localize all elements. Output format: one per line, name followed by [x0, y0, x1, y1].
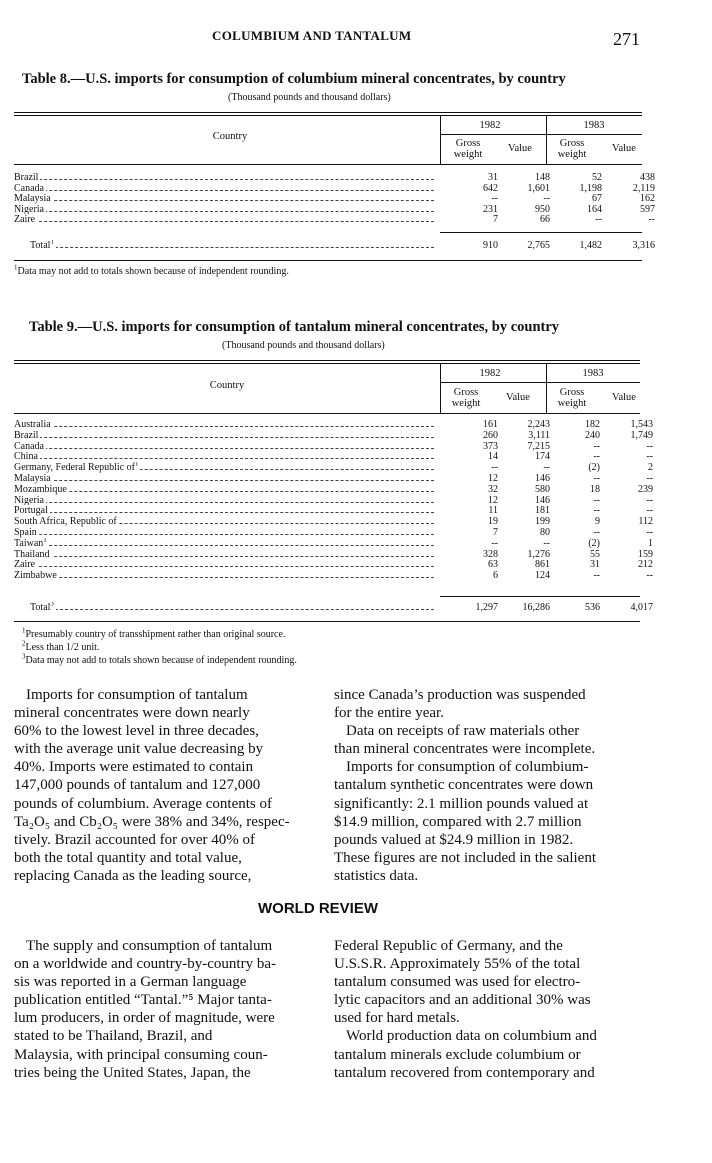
footnote-text: Data may not add to totals shown because of independent rounding. — [17, 266, 289, 277]
country-name: Brazil — [14, 429, 39, 441]
cell-v83: -- — [646, 440, 653, 452]
country-name: Australia — [14, 419, 51, 430]
cell-v83: -- — [646, 527, 653, 538]
table-8-title: Table 8.—U.S. imports for consumption of columbium mineral concentrates, by country — [22, 71, 566, 87]
cell-v83: 2 — [648, 462, 653, 474]
cell-g82: 12 — [488, 473, 498, 484]
text-line: with the average unit value decreasing by — [14, 741, 264, 758]
total-gross-1983: 1,482 — [579, 240, 602, 251]
text-line: for the entire year. — [334, 705, 444, 722]
cell-g83: 164 — [587, 203, 602, 215]
text-line: than mineral concentrates were incomplete. — [334, 741, 596, 758]
table-9-gross-1983: Gross weight — [557, 387, 587, 409]
table-9-col-divider — [546, 364, 547, 413]
total-value-1982: 16,286 — [522, 602, 550, 613]
cell-g82: -- — [491, 537, 498, 549]
country-name: Taiwan — [14, 537, 44, 549]
cell-g83: 18 — [590, 483, 600, 495]
text-line: The supply and consumption of tantalum — [26, 938, 273, 954]
table-row — [14, 214, 655, 226]
table-8-country-header: Country — [212, 131, 248, 142]
text-line: 40%. Imports were estimated to contain — [14, 759, 254, 776]
cell-v82: 146 — [535, 494, 550, 506]
text-line: tantalum minerals exclude columbium or — [334, 1046, 581, 1063]
text-line: Ta₂O₅ and Cb₂O₅ were 38% and 34%, respec- — [14, 813, 290, 830]
text-line: significantly: 2.1 million pounds valued at — [334, 795, 589, 812]
table-row — [14, 451, 653, 463]
cell-v83: -- — [646, 451, 653, 463]
cell-g83: (2) — [588, 537, 600, 549]
cell-g82: 328 — [483, 548, 498, 560]
table-row — [14, 182, 655, 194]
table-row — [14, 419, 653, 430]
table-9-value-1983: Value — [612, 392, 636, 403]
table-9-col-divider — [440, 364, 441, 413]
cell-g82: 7 — [493, 527, 498, 538]
cell-g82: 63 — [488, 559, 498, 571]
footnote-ref: 1 — [50, 240, 54, 246]
cell-v82: 580 — [535, 483, 550, 495]
table-8-top-rule — [14, 112, 642, 113]
table-row — [14, 203, 655, 215]
total-gross-1983: 536 — [585, 602, 600, 613]
table-8-subtitle: (Thousand pounds and thousand dollars) — [228, 92, 391, 103]
cell-g83: 1,198 — [579, 182, 602, 194]
cell-g82: 161 — [483, 419, 498, 430]
cell-g82: 6 — [493, 570, 498, 582]
cell-g83: -- — [595, 214, 602, 226]
footnote-ref: 3 — [50, 602, 54, 608]
cell-v83: 159 — [638, 548, 653, 560]
footnote-ref: 1 — [134, 462, 139, 468]
cell-v83: 239 — [638, 483, 653, 495]
cell-g82: 642 — [483, 182, 498, 194]
text-line: Imports for consumption of columbium- — [346, 759, 589, 776]
cell-g83: -- — [593, 527, 600, 538]
table-9-footnote-3 — [22, 652, 297, 666]
cell-g83: (2) — [588, 462, 600, 474]
table-9-header-rule — [14, 413, 640, 414]
text-line: World production data on columbium and — [346, 1028, 597, 1045]
cell-g82: 11 — [488, 505, 498, 517]
cell-v83: -- — [646, 494, 653, 506]
text-line: tantalum consumed was used for electro- — [334, 974, 581, 991]
text-line: tantalum recovered from contemporary and — [334, 1064, 595, 1081]
cell-v82: -- — [543, 537, 550, 549]
country-name: Brazil — [14, 172, 39, 183]
table-row — [14, 483, 653, 495]
table-row — [14, 570, 653, 582]
total-label: Total — [30, 240, 51, 251]
country-name: Nigeria — [14, 494, 44, 506]
cell-g83: 52 — [592, 172, 602, 183]
table-8-gross-1983: Gross weight — [557, 138, 587, 160]
footnote-mark: 1 — [14, 263, 18, 272]
total-value-1982: 2,765 — [527, 240, 550, 251]
cell-g83: -- — [593, 440, 600, 452]
text-line: on a worldwide and country-by-country ba- — [14, 956, 277, 973]
cell-v83: 597 — [640, 203, 655, 215]
cell-g82: 32 — [488, 483, 498, 495]
running-title: COLUMBIUM AND TANTALUM — [212, 28, 412, 43]
text-line: U.S.S.R. Approximately 55% of the total — [334, 956, 581, 973]
table-8-footnote — [14, 263, 289, 277]
table-row — [14, 527, 653, 538]
footnote-mark: 3 — [22, 652, 26, 661]
table-8-value-1982: Value — [508, 143, 532, 154]
world-review-right-column — [334, 937, 638, 1082]
cell-v82: 861 — [535, 559, 550, 571]
right-column-paragraphs — [334, 686, 638, 885]
footnote-text: Data may not add to totals shown because of independent rounding. — [25, 655, 297, 666]
cell-v82: 174 — [535, 451, 550, 463]
cell-g82: -- — [491, 193, 498, 205]
table-9-value-1982: Value — [506, 392, 530, 403]
cell-g83: -- — [593, 570, 600, 582]
cell-g82: 373 — [483, 440, 498, 452]
text-line: 147,000 pounds of tantalum and 127,000 — [14, 777, 261, 794]
total-value-1983: 4,017 — [630, 602, 653, 613]
table-row — [14, 440, 653, 452]
cell-g82: 31 — [488, 172, 498, 183]
table-8-year-1982: 1982 — [479, 120, 501, 131]
text-line: tantalum synthetic concentrates were down — [334, 777, 594, 794]
table-9-gross-1982: Gross weight — [451, 387, 481, 409]
cell-g82: 7 — [493, 214, 498, 226]
cell-g82: -- — [491, 462, 498, 474]
footnote-mark: 2 — [22, 639, 26, 648]
cell-v82: 950 — [535, 203, 550, 215]
cell-v82: 1,276 — [527, 548, 550, 560]
cell-v83: 1,543 — [630, 419, 653, 430]
country-name: Spain — [14, 527, 37, 538]
left-column-paragraph — [14, 686, 314, 885]
table-9-year-1983: 1983 — [582, 368, 604, 379]
cell-v82: 7,215 — [527, 440, 550, 452]
country-name: South Africa, Republic of — [14, 516, 117, 528]
text-line: mineral concentrates were down nearly — [14, 705, 250, 722]
cell-v83: -- — [646, 570, 653, 582]
table-row — [14, 429, 653, 441]
cell-g83: 55 — [590, 548, 600, 560]
cell-g83: 31 — [590, 559, 600, 571]
country-name: Canada — [14, 440, 44, 452]
table-8-gross-1982: Gross weight — [453, 138, 483, 160]
text-line: Federal Republic of Germany, and the — [334, 938, 563, 954]
text-line: pounds of columbium. Average contents of — [14, 795, 273, 812]
table-row — [14, 559, 653, 571]
country-name: Mozambique — [14, 483, 67, 495]
cell-v83: 162 — [640, 193, 655, 205]
table-9-footnote-2 — [22, 639, 100, 653]
page-number: 271 — [613, 29, 640, 49]
footnote-text: Less than 1/2 unit. — [25, 642, 100, 653]
country-name: Nigeria — [14, 203, 44, 215]
cell-g82: 260 — [483, 429, 498, 441]
table-9-year-1982: 1982 — [479, 368, 501, 379]
text-line: tively. Brazil accounted for over 40% of — [14, 831, 256, 848]
table-row — [14, 473, 653, 484]
table-9-total-row — [14, 602, 653, 613]
table-row — [14, 462, 653, 474]
table-8-year-1983: 1983 — [583, 120, 605, 131]
text-line: replacing Canada as the leading source, — [14, 867, 252, 884]
text-line: Malaysia, with principal consuming coun- — [14, 1046, 268, 1063]
cell-v82: 146 — [535, 473, 550, 484]
cell-v83: 212 — [638, 559, 653, 571]
cell-g83: 182 — [585, 419, 600, 430]
footnote-mark: 1 — [22, 626, 26, 635]
cell-v82: 80 — [540, 527, 550, 538]
cell-g83: -- — [593, 451, 600, 463]
table-8-total-row — [14, 240, 655, 251]
cell-g83: -- — [593, 473, 600, 484]
table-9-country-header: Country — [209, 380, 245, 391]
table-row — [14, 516, 653, 528]
cell-v83: 112 — [638, 516, 653, 528]
table-row — [14, 537, 653, 549]
table-8-sum-rule — [440, 232, 642, 233]
country-name: Zaire — [14, 214, 36, 226]
cell-v83: -- — [646, 473, 653, 484]
table-8-top-rule-2 — [14, 115, 642, 116]
cell-g82: 19 — [488, 516, 498, 528]
table-9-footnote-1 — [22, 626, 286, 640]
cell-g82: 12 — [488, 494, 498, 506]
country-name: Canada — [14, 182, 44, 194]
table-row — [14, 193, 655, 205]
cell-v82: 3,111 — [528, 429, 550, 441]
section-heading: WORLD REVIEW — [258, 900, 378, 917]
country-name: China — [14, 451, 38, 463]
cell-g82: 14 — [488, 451, 498, 463]
footnote-text: Presumably country of transshipment rather than original source. — [25, 629, 286, 640]
text-line: lum producers, in order of magnitude, were — [14, 1010, 275, 1027]
text-line: lytic capacitors and an additional 30% was — [334, 992, 591, 1009]
cell-g83: 240 — [585, 429, 600, 441]
text-line: These figures are not included in the salient — [334, 849, 596, 866]
cell-v82: 181 — [535, 505, 550, 517]
table-8-col-divider — [546, 116, 547, 164]
text-line: pounds valued at $24.9 million in 1982. — [334, 831, 574, 848]
text-line: stated to be Thailand, Brazil, and — [14, 1028, 213, 1045]
text-line: 60% to the lowest level in three decades, — [14, 723, 259, 740]
cell-v83: 1 — [648, 537, 653, 549]
cell-g83: -- — [593, 505, 600, 517]
world-review-left-column — [14, 937, 314, 1082]
table-row — [14, 172, 655, 183]
cell-g83: 9 — [595, 516, 600, 528]
cell-g82: 231 — [483, 203, 498, 215]
text-line: $14.9 million, compared with 2.7 million — [334, 813, 582, 830]
total-label: Total — [30, 602, 51, 613]
cell-v82: 2,243 — [527, 419, 550, 430]
table-9-subtitle: (Thousand pounds and thousand dollars) — [222, 340, 385, 351]
table-9-bottom-rule — [14, 621, 640, 622]
cell-v82: 124 — [535, 570, 550, 582]
country-name: Portugal — [14, 505, 48, 517]
cell-v83: -- — [648, 214, 655, 226]
total-gross-1982: 910 — [483, 240, 498, 251]
text-line: sis was reported in a German language — [14, 974, 247, 991]
total-value-1983: 3,316 — [632, 240, 655, 251]
text-line: Imports for consumption of tantalum — [26, 687, 248, 703]
table-9-title: Table 9.—U.S. imports for consumption of tantalum mineral concentrates, by country — [29, 319, 560, 335]
cell-g83: 67 — [592, 193, 602, 205]
text-line: publication entitled “Tantal.”⁵ Major tanta- — [14, 992, 272, 1009]
table-8-header-rule — [14, 164, 642, 165]
table-9-sum-rule — [440, 596, 640, 597]
cell-g83: -- — [593, 494, 600, 506]
text-line: tries being the United States, Japan, the — [14, 1064, 251, 1081]
cell-v83: 1,749 — [630, 429, 653, 441]
country-name: Malaysia — [14, 193, 51, 205]
country-name: Zaire — [14, 559, 36, 571]
text-line: used for hard metals. — [334, 1010, 460, 1027]
cell-v82: 199 — [535, 516, 550, 528]
country-name: Zimbabwe — [14, 570, 57, 582]
cell-v82: -- — [543, 193, 550, 205]
text-line: Data on receipts of raw materials other — [346, 723, 580, 740]
cell-v82: 1,601 — [527, 182, 550, 194]
cell-v83: 2,119 — [632, 182, 655, 194]
text-line: both the total quantity and total value, — [14, 849, 242, 866]
text-line: statistics data. — [334, 867, 419, 884]
table-row — [14, 548, 653, 560]
country-name: Malaysia — [14, 473, 51, 484]
cell-v82: 148 — [535, 172, 550, 183]
cell-v82: 66 — [540, 214, 550, 226]
table-row — [14, 505, 653, 517]
table-9-year-rule — [440, 382, 640, 383]
table-8-bottom-rule — [14, 260, 642, 261]
total-gross-1982: 1,297 — [475, 602, 498, 613]
table-8-year-rule — [440, 134, 642, 135]
table-row — [14, 494, 653, 506]
text-line: since Canada’s production was suspended — [334, 687, 586, 703]
cell-v83: 438 — [640, 172, 655, 183]
table-8-value-1983: Value — [612, 143, 636, 154]
cell-v82: -- — [543, 462, 550, 474]
table-9-top-rule — [14, 360, 640, 361]
country-name: Germany, Federal Republic of — [14, 462, 135, 474]
country-name: Thailand — [14, 548, 50, 560]
footnote-ref: 1 — [43, 537, 47, 544]
cell-v83: -- — [646, 505, 653, 517]
table-8-col-divider — [440, 116, 441, 164]
